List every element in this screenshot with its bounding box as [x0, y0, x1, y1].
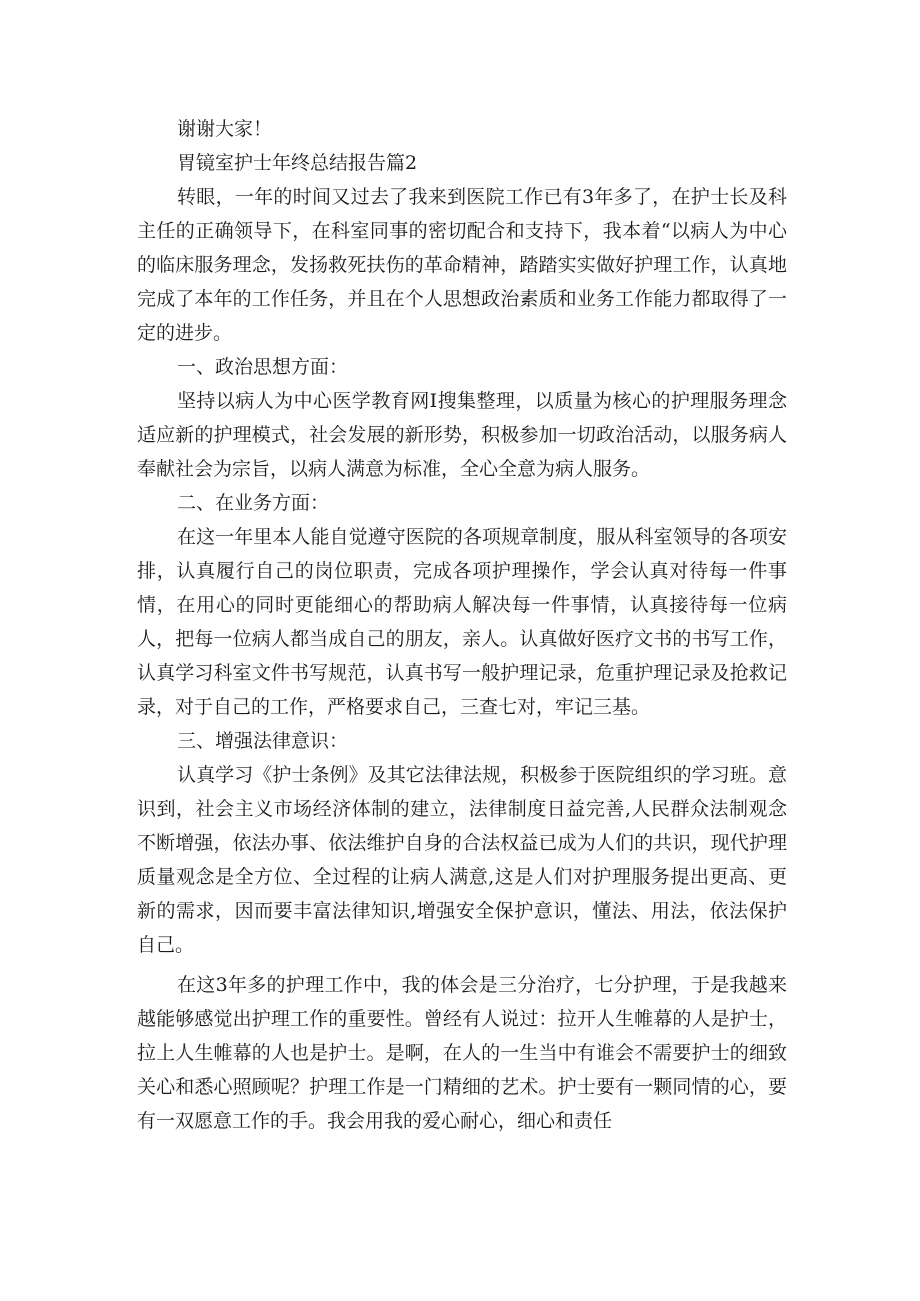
- closing-line: 谢谢大家！: [177, 118, 273, 140]
- body-paragraph: 坚持以病人为中心医学教育网I搜集整理，以质量为核心的护理服务理念适应新的护理模式，社会发展的新形势，积极参加一切政治活动，以服务病人奉献社会为宗旨，以病人满意为标准，全心全意为病人服务。: [137, 390, 787, 480]
- document-body: [137, 112, 787, 1138]
- subheading-politics: 一、政治思想方面：: [177, 356, 349, 378]
- subheading-law: 三、增强法律意识：: [177, 730, 349, 752]
- section-title: 胃镜室护士年终总结报告篇2: [177, 152, 418, 174]
- subheading-business: 二、在业务方面：: [177, 492, 330, 514]
- body-paragraph: 在这一年里本人能自觉遵守医院的各项规章制度，服从科室领导的各项安排，认真履行自己的岗位职责，完成各项护理操作，学会认真对待每一件事情，在用心的同时更能细心的帮助病人解决每一件事情，认真接待每一位病人，把每一位病人都当成自己的朋友，亲人。认真做好医疗文书的书写工作，认真学习科室文件书写规范，认真书写一般护理记录，危重护理记录及抢救记录，对于自己的工作，严格要求自己，三查七对，牢记三基。: [137, 526, 787, 718]
- body-paragraph: 认真学习《护士条例》及其它法律法规，积极参于医院组织的学习班。意识到，社会主义市场经济体制的建立，法律制度日益完善,人民群众法制观念不断增强，依法办事、依法维护自身的合法权益已成为人们的共识，现代护理质量观念是全方位、全过程的让病人满意,这是人们对护理服务提出更高、更新的需求，因而要丰富法律知识,增强安全保护意识，懂法、用法，依法保护自己。: [137, 764, 787, 956]
- body-paragraph: 在这3年多的护理工作中，我的体会是三分治疗，七分护理，于是我越来越能够感觉出护理工作的重要性。曾经有人说过：拉开人生帷幕的人是护士，拉上人生帷幕的人也是护士。是啊，在人的一生当中有谁会不需要护士的细致关心和悉心照顾呢？护理工作是一门精细的艺术。护士要有一颗同情的心，要有一双愿意工作的手。我会用我的爱心耐心，细心和责任: [137, 974, 787, 1132]
- body-paragraph: 转眼，一年的时间又过去了我来到医院工作已有3年多了，在护士长及科主任的正确领导下，在科室同事的密切配合和支持下，我本着“以病人为中心的临床服务理念，发扬救死扶伤的革命精神，踏踏实实做好护理工作，认真地完成了本年的工作任务，并且在个人思想政治素质和业务工作能力都取得了一定的进步。: [137, 186, 787, 344]
